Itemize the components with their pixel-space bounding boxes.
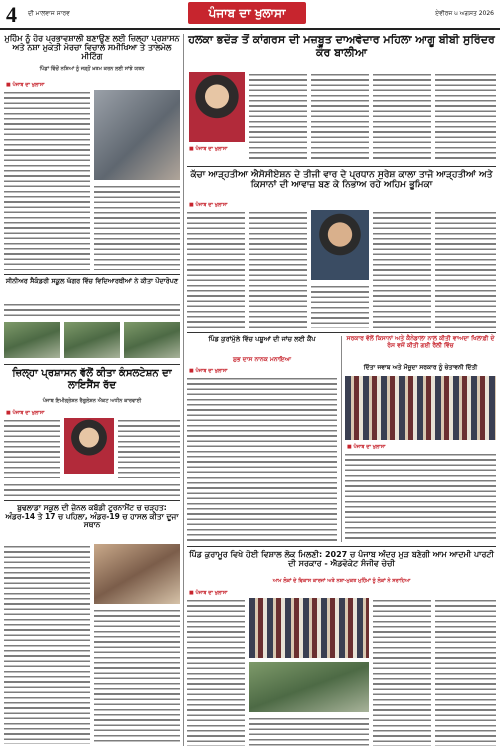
main-right-third-byline: ■ ਪੰਜਾਬ ਦਾ ਖੁਲਾਸਾ	[347, 444, 386, 450]
divider	[187, 546, 496, 547]
main-top-headline: ਹਲਕਾ ਭਦੌੜ ਤੋਂ ਕਾਂਗਰਸ ਦੀ ਮਜ਼ਬੂਤ ਦਾਅਵੇਦਾਰ ਮਹਿਲਾ ਆਗੂ ਬੀਬੀ ਸੁਰਿੰਦਰ ਕੌਰ ਬਾਲੀਆ	[188, 34, 495, 59]
main-second-text-4	[373, 210, 431, 328]
issue-date: ਏਵੀਰਜ ੫ ਅਗਸਤ 2026	[435, 10, 494, 17]
school-photo-1	[4, 322, 60, 358]
main-right-third-text	[345, 452, 496, 542]
official-portrait	[64, 418, 114, 474]
school-photo-3	[124, 322, 180, 358]
left-top-text-a	[4, 90, 90, 270]
left-third-text-c	[4, 482, 180, 496]
main-second-text-1	[187, 210, 245, 328]
main-bottom-text-3	[373, 598, 431, 746]
rally-photo	[345, 376, 496, 440]
divider	[4, 500, 180, 501]
left-third-headline: ਜ਼ਿਲ੍ਹਾ ਪ੍ਰਸ਼ਾਸਨ ਵੱਲੋਂ ਕੀਤਾ ਕੰਸਲਟੇਸ਼ਨ ਦਾ ਲਾਇਸੈਂਸ ਰੱਦ	[12, 368, 172, 391]
divider	[4, 364, 180, 365]
main-third-headline: ਪਿੰਡ ਕੁਰਾਂਮੁੱਲੇ ਵਿੱਚ ਪਸ਼ੂਆਂ ਦੀ ਜਾਂਚ ਲਈ ਕੈਂਪ	[208, 335, 316, 343]
masthead	[0, 0, 500, 30]
main-second-text-2	[249, 210, 307, 328]
paper-name: ਪੰਜਾਬ ਦਾ ਖੁਲਾਸਾ	[188, 2, 306, 24]
main-right-third-headline: ਸਰਕਾਰ ਵੱਲੋਂ ਕਿਸਾਨਾਂ ਅਤੇ ਕੈਨੇਡਾਲਾ ਨਾਲ ਕੀਤੀ ਵਾਅਦਾ ਖਿਲਾਫ਼ੀ ਦੇ ਰੋਸ ਵਜੋਂ ਕੀਤੀ ਗਈ ਰੈਲੀ ਵਿੱਚ	[346, 335, 495, 349]
main-second-byline: ■ ਪੰਜਾਬ ਦਾ ਖੁਲਾਸਾ	[189, 202, 228, 208]
meeting-photo	[94, 90, 180, 180]
left-top-subheadline: ਪਿੰਡਾਂ ਵਿੱਚੋਂ ਨਸ਼ਿਆਂ ਨੂੰ ਜੜ੍ਹੋਂ ਖ਼ਤਮ ਕਰਨ ਲਈ ਸਾਂਝੇ ਯਤਨ	[39, 66, 145, 72]
main-bottom-byline: ■ ਪੰਜਾਬ ਦਾ ਖੁਲਾਸਾ	[189, 590, 228, 596]
meeting-crowd-photo-1	[249, 598, 369, 658]
left-top-text-b	[94, 184, 180, 270]
main-top-text-1	[249, 72, 307, 162]
left-top-byline: ■ ਪੰਜਾਬ ਦਾ ਖੁਲਾਸਾ	[6, 82, 45, 88]
main-bottom-headline: ਪਿੰਡ ਕੁਰਾਮੂਰ ਵਿਖੇ ਹੋਈ ਵਿਸ਼ਾਲ ਲੋਕ ਮਿਲਣੀ: 2027 ਚ ਪੰਜਾਬ ਅੰਦਰ ਮੁੜ ਬਣੇਗੀ ਆਮ ਆਦਮੀ ਪਾਰਟੀ ਦੀ ਸਰਕਾਰ - ਐਡਵੋਕੇਟ ਸੰਜੀਵ ਚੇਚੀ	[189, 550, 494, 569]
main-top-text-4	[435, 72, 496, 162]
column-divider	[183, 34, 184, 746]
left-third-subheadline: ਪੰਜਾਬ ਇਮੀਗ੍ਰੇਸ਼ਨ ਰੈਗੂਲੇਸ਼ਨ ਐਕਟ ਅਧੀਨ ਕਾਰਵਾਈ	[42, 398, 142, 404]
meeting-crowd-photo-2	[249, 662, 369, 712]
left-column	[4, 34, 180, 746]
left-bottom-text-b	[94, 608, 180, 744]
portrait-woman	[189, 72, 245, 142]
left-third-text-a	[4, 418, 60, 478]
main-top-byline: ■ ਪੰਜਾਬ ਦਾ ਖੁਲਾਸਾ	[189, 146, 228, 152]
kabaddi-team-photo	[94, 544, 180, 604]
main-bottom-text-1	[187, 598, 245, 746]
main-bottom-text-2	[249, 716, 369, 746]
column-divider	[341, 336, 342, 542]
divider	[187, 166, 496, 167]
main-bottom-text-4	[435, 598, 496, 746]
main-second-text-3	[311, 284, 369, 328]
main-third-text	[187, 376, 337, 542]
main-third-subheadline: ਸ਼ੁਭ ਦਾਸ ਨਾਨਕ ਮਨਾਇਆ	[232, 356, 292, 363]
main-top-text-2	[311, 72, 369, 162]
left-bottom-text-a	[4, 544, 90, 744]
divider	[4, 274, 180, 275]
left-top-headline: ਮੁਹਿੰਮ ਨੂੰ ਹੋਰ ਪ੍ਰਭਾਵਸ਼ਾਲੀ ਬਣਾਉਣ ਲਈ ਜ਼ਿਲ੍ਹਾ ਪ੍ਰਸ਼ਾਸਨ ਅਤੇ ਨਸ਼ਾ ਮੁਕਤੀ ਮੋਰਚਾ ਵਿਚਾਲੇ ਸਮੀਖਿਆ ਤੇ ਤਾਲਮੇਲ ਮੀਟਿੰਗ	[4, 34, 180, 62]
left-third-text-b	[118, 418, 180, 478]
main-second-text-5	[435, 210, 496, 328]
main-bottom-subheadline: ਆਮ ਲੋਕਾਂ ਦੇ ਵਿਕਾਸ ਕਾਰਜਾਂ ਅਤੇ ਨਸ਼ਾ-ਮੁਕਤ ਮੁਹਿੰਮਾਂ ਨੂੰ ਲੋਕਾਂ ਨੇ ਸਰਾਹਿਆ	[272, 578, 411, 584]
masthead-left-text: ਦੀ ਮਾਲਵਾਜ ਸਾਰਵ	[28, 10, 70, 17]
main-area	[187, 34, 496, 746]
main-right-third-subheadline: ਦਿੱਤਾ ਜਵਾਬ ਅਤੇ ਮੌਜੂਦਾ ਸਰਕਾਰ ਨੂੰ ਚੇਤਾਵਨੀ ਦਿੱਤੀ	[363, 364, 478, 371]
left-second-text	[4, 302, 180, 318]
page-number: 4	[6, 2, 17, 27]
portrait-man	[311, 210, 369, 280]
school-photo-2	[64, 322, 120, 358]
left-second-headline: ਸੀਨੀਅਰ ਸੈਕੰਡਰੀ ਸਕੂਲ ਘੱਗਰ ਵਿੱਚ ਵਿਦਿਆਰਥੀਆਂ ਨੇ ਕੀਤਾ ਪੌਦਾਰੋਪਣ	[5, 277, 179, 285]
main-second-headline: ਕੱਚਾ ਆੜ੍ਹਤੀਆ ਐਸੋਸੀਏਸ਼ਨ ਦੇ ਤੀਜੀ ਵਾਰ ਦੇ ਪ੍ਰਧਾਨ ਸੁਰੇਸ਼ ਕਾਲਾ ਤਾਜੋ ਆੜ੍ਹਤੀਆਂ ਅਤੇ ਕਿਸਾਨਾਂ ਦੀ ਆਵਾਜ਼ ਬਣ ਕੇ ਨਿਭਾਅ ਰਹੇ ਅਹਿਮ ਭੂਮਿਕਾ	[190, 170, 493, 191]
divider	[187, 332, 496, 333]
main-top-text-3	[373, 72, 431, 162]
main-third-byline: ■ ਪੰਜਾਬ ਦਾ ਖੁਲਾਸਾ	[189, 368, 228, 374]
left-third-byline: ■ ਪੰਜਾਬ ਦਾ ਖੁਲਾਸਾ	[6, 410, 45, 416]
left-bottom-headline: ਬੁਢਲਾਡਾ ਸਕੂਲ ਦੀ ਜ਼ੋਨਲ ਕਬੱਡੀ ਟੂਰਨਾਮੈਂਟ ਚ ਚੜ੍ਹਤ: ਅੰਡਰ-14 ਤੇ 17 ਚ ਪਹਿਲਾ, ਅੰਡਰ-19 ਚ ਹਾਸਲ ਕੀਤਾ ਦੂਜਾ ਸਥਾਨ	[5, 503, 179, 530]
